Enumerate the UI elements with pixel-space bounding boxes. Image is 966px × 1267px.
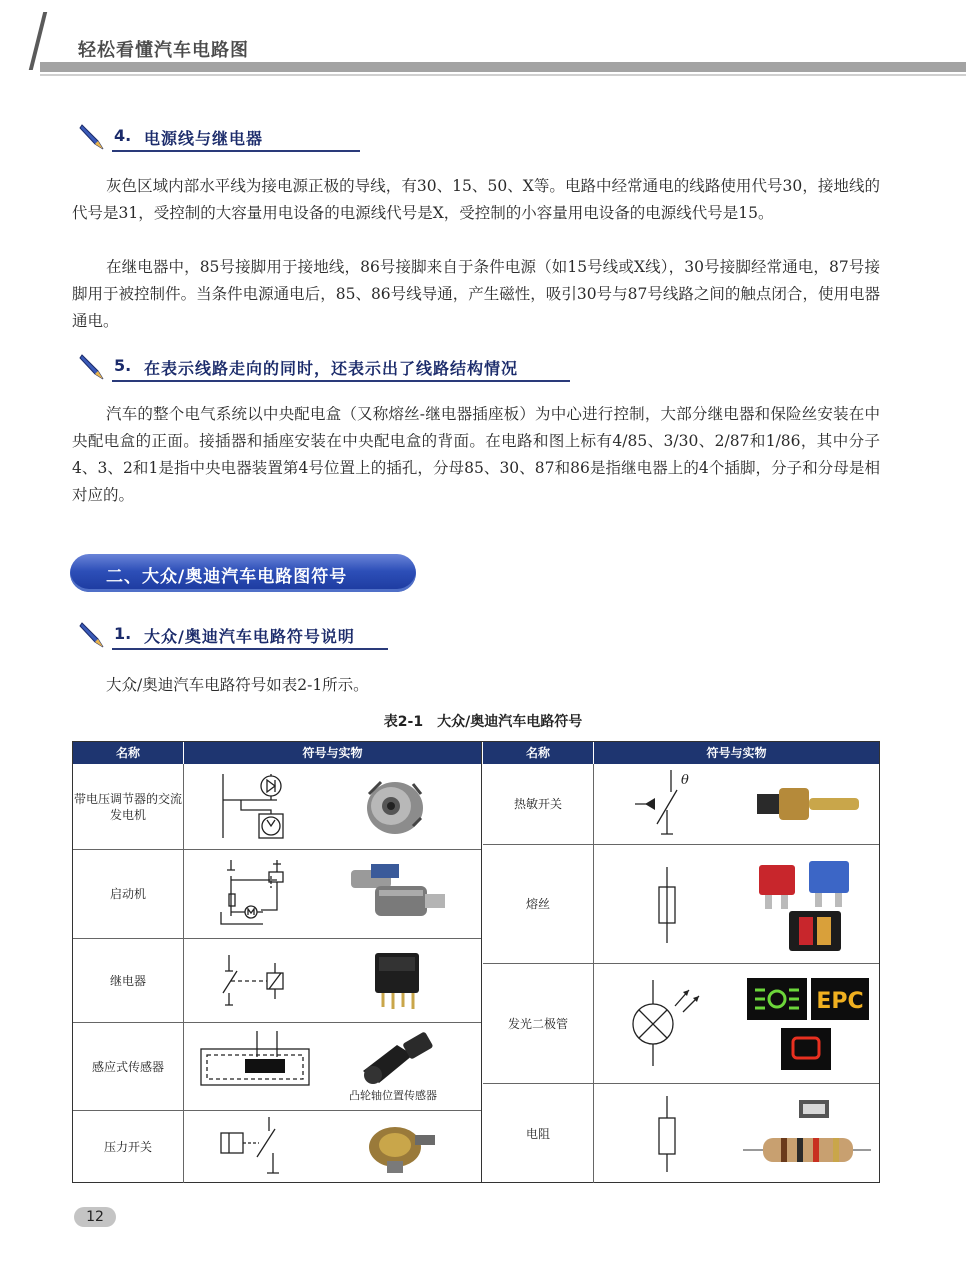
inductive-sensor-symbol [197,1029,315,1089]
header-bar [40,62,966,72]
alternator-symbol [211,770,301,842]
led-symbol [631,978,707,1068]
row-name: 带电压调节器的交流发电机 [73,764,184,849]
resistor-symbol [655,1094,679,1174]
pen-icon [78,122,108,152]
symbol-label: θ [681,773,689,788]
epc-badge: EPC [816,989,864,1014]
table-row [73,850,481,939]
pressure-switch-photo [359,1117,441,1177]
pressure-switch-symbol [215,1113,295,1179]
header-symbol: 符号与实物 [302,746,363,760]
table-left-half [73,742,482,1182]
table-row [73,1111,481,1183]
row-name: 热敏开关 [483,764,594,844]
paragraph: 汽车的整个电气系统以中央配电盒（又称熔丝-继电器插座板）为中心进行控制，大部分继电器和保险丝安装在中央配电盒的正面。接插器和插座安装在中央配电盒的背面。在电路和图上标有4/85、3/30、2/87和1/86，其中分子4、3、2和1是指中央电器装置第4号位置上的插孔，分母85、30、87和86是指继电器上的4个插脚，分子和分母是相对应的。 [72,405,880,504]
header-symbol: 符号与实物 [706,746,767,760]
row-name: 压力开关 [73,1111,184,1183]
table-caption: 表2-1 大众/奥迪汽车电路符号 [383,714,583,730]
fuse-photo [755,859,865,955]
heading-underline [112,150,360,152]
table-header [73,742,481,764]
pen-icon [78,352,108,382]
relay-photo [369,949,429,1013]
header-name: 名称 [525,746,550,760]
table-row [73,1023,481,1111]
chapter-banner [70,554,416,592]
starter-photo [345,860,455,930]
heading-underline [112,648,388,650]
table-header [483,742,879,764]
paragraph: 大众/奥迪汽车电路符号如表2-1所示。 [106,676,369,694]
row-name: 熔丝 [483,845,594,963]
section-number: 5. [114,356,132,375]
resistor-photo [741,1098,873,1166]
table-row [483,964,879,1084]
row-name: 启动机 [73,850,184,938]
section-number: 1. [114,624,132,643]
paragraph: 在继电器中，85号接脚用于接地线，86号接脚来自于条件电源（如15号线或X线），30号接脚经常通电，87号接脚用于被控制件。当条件电源通电后，85、86号线导通，产生磁性，吸引30号与87号线路之间的触点闭合，使用电器通电。 [72,258,880,330]
table-row [483,1084,879,1183]
symbol-table [72,741,880,1183]
starter-symbol [211,856,301,932]
thermal-switch-photo [753,782,865,830]
table-row [73,764,481,850]
table-right-half [483,742,879,1182]
heading-underline [112,380,570,382]
section-number: 4. [114,126,132,145]
table-row [483,764,879,845]
book-title: 轻松看懂汽车电路图 [78,40,249,61]
section-title: 电源线与继电器 [144,129,264,148]
header-bar-line [40,74,966,76]
section-title: 在表示线路走向的同时，还表示出了线路结构情况 [144,359,519,378]
camshaft-sensor-photo [357,1031,437,1087]
photo-caption: 凸轮轴位置传感器 [349,1089,437,1102]
row-name: 继电器 [73,939,184,1022]
row-name: 感应式传感器 [73,1023,184,1110]
table-row [73,939,481,1023]
section-title: 大众/奥迪汽车电路符号说明 [144,627,355,646]
fuse-symbol [655,865,679,945]
paragraph: 灰色区域内部水平线为接电源正极的导线，有30、15、50、X等。电路中经常通电的线路使用代号30，接地线的代号是31，受控制的大容量用电设备的电源线代号是X，受控制的小容量用电设备的电源线代号是15。 [72,177,880,222]
table-row [483,845,879,964]
thermal-switch-symbol [633,768,703,840]
page-number: 12 [74,1207,116,1227]
row-name: 发光二极管 [483,964,594,1083]
relay-symbol [211,953,301,1009]
pen-icon [78,620,108,650]
led-photo [745,976,871,1074]
chapter-title: 二、大众/奥迪汽车电路图符号 [106,567,348,587]
row-name: 电阻 [483,1084,594,1183]
alternator-photo [361,774,429,838]
header-name: 名称 [115,746,140,760]
